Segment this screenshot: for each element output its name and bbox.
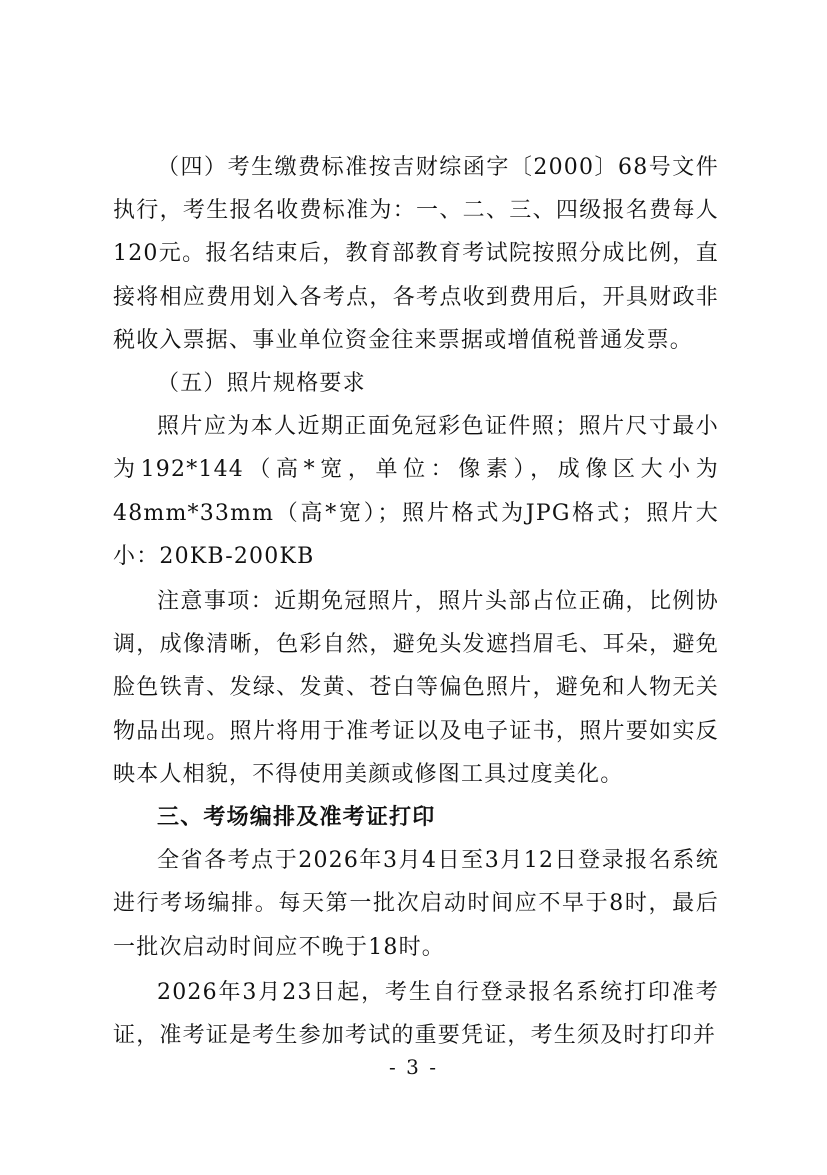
heading-exam-arrangement: 三、考场编排及准考证打印 — [157, 805, 436, 831]
paragraph-photo-notes: 注意事项：近期免冠照片，照片头部占位正确，比例协调，成像清晰，色彩自然，避免头发遮挡眉毛、耳朵，避免脸色铁青、发绿、发黄、苍白等偏色照片，避免和人物无关物品出现。照片将用于准考证以及电子证书，照片要如实反映本人相貌，不得使用美颜或修图工具过度美化。 — [113, 589, 719, 787]
document-body — [113, 146, 719, 1057]
heading-photo-requirements: （五）照片规格要求 — [157, 371, 366, 397]
page-number: - 3 - — [389, 1055, 438, 1079]
paragraph-fee-standard: （四）考生缴费标准按吉财综函字〔2000〕68号文件执行，考生报名收费标准为：一、二、三、四级报名费每人120元。报名结束后，教育部教育考试院按照分成比例，直接将相应费用划入各考点，各考点收到费用后，开具财政非税收入票据、事业单位资金往来票据或增值税普通发票。 — [113, 155, 719, 353]
paragraph-photo-spec: 照片应为本人近期正面免冠彩色证件照；照片尺寸最小为192*144（高*宽，单位：像素），成像区大小为48mm*33mm（高*宽）；照片格式为JPG格式；照片大小：20KB-200KB — [113, 414, 719, 569]
paragraph-admission-ticket: 2026年3月23日起，考生自行登录报名系统打印准考证，准考证是考生参加考试的重要凭证，考生须及时打印并 — [113, 979, 719, 1049]
paragraph-exam-arrangement: 全省各考点于2026年3月4日至3月12日登录报名系统进行考场编排。每天第一批次启动时间应不早于8时，最后一批次启动时间应不晚于18时。 — [113, 848, 719, 960]
